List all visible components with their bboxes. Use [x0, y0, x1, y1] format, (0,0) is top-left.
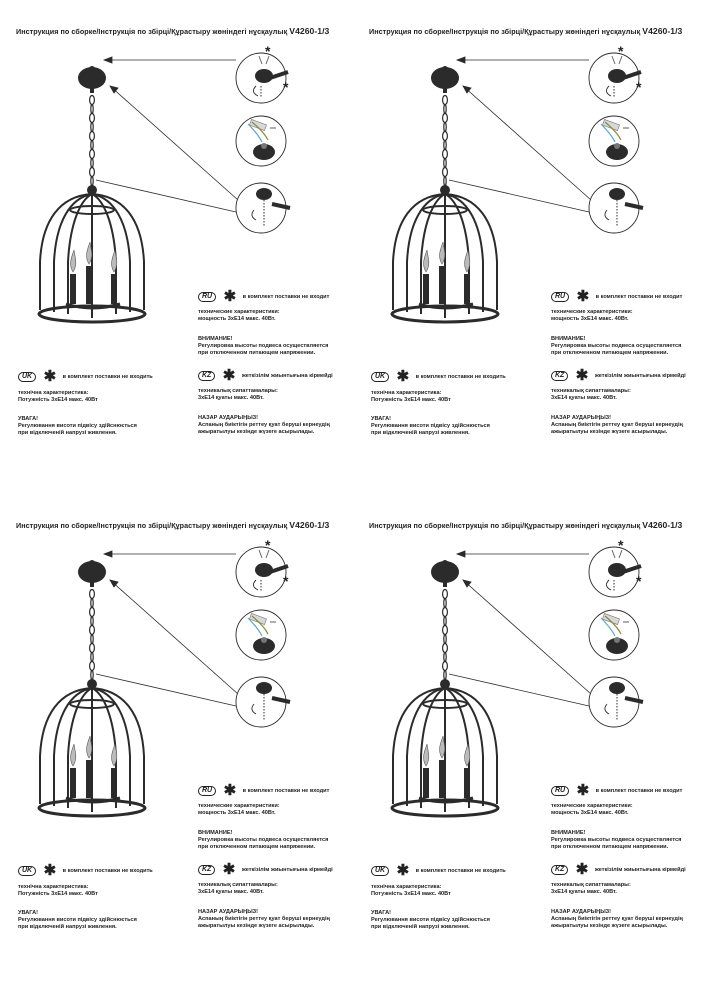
uk-warn-heading: УВАГА! — [371, 416, 392, 422]
uk-specs — [371, 884, 451, 898]
uk-not-included: в комплект поставки не входить — [415, 868, 506, 874]
ru-spec-heading: технические характеристики: — [551, 309, 633, 315]
uk-not-included-row — [18, 862, 153, 879]
ru-warn-line2: при отключенном питающем напряжении. — [551, 844, 669, 850]
ru-specs — [198, 309, 280, 323]
asterisk-icon: ✱ — [576, 288, 590, 305]
kz-spec-value: 3хЕ14 қуаты макс. 40Вт. — [198, 395, 264, 401]
chain-icon — [90, 96, 95, 186]
ru-warning — [198, 336, 328, 357]
ru-not-included: в комплект поставки не входит — [595, 788, 683, 794]
chain-icon — [443, 590, 448, 680]
kz-badge: KZ — [551, 371, 568, 381]
model-code: V4260-1/3 — [642, 520, 683, 530]
uk-warn-heading: УВАГА! — [18, 416, 39, 422]
ru-spec-heading: технические характеристики: — [551, 803, 633, 809]
ru-warn-line1: Регулировка высоты подвеса осуществляется — [551, 343, 682, 349]
asterisk-icon: ✱ — [43, 368, 57, 385]
detail-wiring-icon — [236, 610, 286, 660]
uk-warn-heading: УВАГА! — [371, 910, 392, 916]
svg-text:*: * — [283, 79, 289, 95]
uk-not-included-row — [371, 862, 506, 879]
uk-warn-line1: Регулювання висоти підвісу здійснюється — [18, 423, 137, 429]
uk-warning — [371, 416, 490, 437]
ru-spec-heading: технические характеристики: — [198, 803, 280, 809]
ru-warn-line2: при отключенном питающем напряжении. — [198, 350, 316, 356]
uk-badge: UK — [371, 866, 389, 876]
ru-warning — [551, 830, 681, 851]
kz-warn-line2: ажыратылуы кезінде жүзеге асырылады. — [551, 429, 668, 435]
kz-spec-heading: техникалық сипаттамалары: — [551, 882, 631, 888]
instruction-sheet-top-left — [0, 0, 353, 500]
ru-warn-heading: ВНИМАНИЕ! — [551, 336, 586, 342]
kz-warning — [551, 909, 683, 930]
kz-spec-heading: техникалық сипаттамалары: — [551, 388, 631, 394]
ru-not-included-row — [198, 782, 330, 799]
ru-not-included-row — [198, 288, 330, 305]
kz-badge: KZ — [198, 371, 215, 381]
title-text: Инструкция по сборке/Інструкція по збірці/Құрастыру жөніндегі нұсқаулық — [369, 521, 641, 530]
kz-warn-line2: ажыратылуы кезінде жүзеге асырылады. — [551, 923, 668, 929]
asterisk-icon: ✱ — [575, 367, 589, 384]
detail-wiring-icon — [236, 116, 286, 166]
ru-specs — [198, 803, 280, 817]
uk-warning — [18, 416, 137, 437]
detail-canopy-mount-icon — [236, 537, 289, 597]
kz-not-included-row — [198, 861, 333, 878]
ru-not-included: в комплект поставки не входит — [242, 294, 330, 300]
kz-not-included: жеткізілім жиынтығына кірмейді — [594, 373, 686, 379]
model-code: V4260-1/3 — [642, 26, 683, 36]
ru-badge: RU — [551, 786, 569, 796]
title-text: Инструкция по сборке/Інструкція по збірці/Құрастыру жөніндегі нұсқаулық — [369, 27, 641, 36]
kz-warn-line1: Аспаның биіктігін реттеу қуат беруші кернеудің — [198, 422, 330, 428]
uk-warn-line2: при відключеній напрузі живлення. — [371, 924, 470, 930]
instruction-sheet-bottom-left — [0, 494, 353, 994]
kz-badge: KZ — [198, 865, 215, 875]
svg-text:*: * — [636, 573, 642, 589]
ru-spec-value: мощность 3хЕ14 макс. 40Вт. — [198, 316, 276, 322]
ru-specs — [551, 309, 633, 323]
uk-warn-line2: при відключеній напрузі живлення. — [18, 430, 117, 436]
kz-not-included-row — [551, 367, 686, 384]
svg-text:*: * — [618, 537, 624, 553]
ru-warn-line1: Регулировка высоты подвеса осуществляется — [551, 837, 682, 843]
kz-warn-heading: НАЗАР АУДАРЫҢЫЗ! — [198, 415, 259, 421]
ru-warn-line2: при отключенном питающем напряжении. — [551, 350, 669, 356]
uk-badge: UK — [18, 866, 36, 876]
uk-warning — [18, 910, 137, 931]
kz-not-included: жеткізілім жиынтығына кірмейді — [594, 867, 686, 873]
ru-badge: RU — [551, 292, 569, 302]
canopy-icon — [78, 66, 106, 93]
ru-warn-line1: Регулировка высоты подвеса осуществляется — [198, 837, 329, 843]
uk-not-included-row — [371, 368, 506, 385]
kz-warn-line2: ажыратылуы кезінде жүзеге асырылады. — [198, 429, 315, 435]
uk-not-included: в комплект поставки не входить — [62, 868, 153, 874]
ru-warn-heading: ВНИМАНИЕ! — [551, 830, 586, 836]
uk-not-included-row — [18, 368, 153, 385]
asterisk-icon: ✱ — [43, 862, 57, 879]
canopy-icon — [78, 560, 106, 587]
pointer-arrows — [96, 551, 238, 706]
ru-warning — [198, 830, 328, 851]
ru-warning — [551, 336, 681, 357]
kz-not-included-row — [551, 861, 686, 878]
ru-not-included: в комплект поставки не входит — [242, 788, 330, 794]
instruction-sheet-bottom-right — [353, 494, 706, 994]
pointer-arrows — [449, 551, 591, 706]
uk-spec-heading: технічна характеристика: — [18, 884, 89, 890]
ru-warn-line2: при отключенном питающем напряжении. — [198, 844, 316, 850]
asterisk-icon: ✱ — [222, 367, 236, 384]
asterisk-icon: ✱ — [222, 861, 236, 878]
ru-warn-heading: ВНИМАНИЕ! — [198, 336, 233, 342]
chain-icon — [443, 96, 448, 186]
kz-warn-heading: НАЗАР АУДАРЫҢЫЗ! — [551, 415, 612, 421]
asterisk-icon: ✱ — [396, 862, 410, 879]
detail-canopy-mount-icon — [589, 537, 642, 597]
kz-specs — [551, 882, 631, 896]
uk-spec-heading: технічна характеристика: — [371, 884, 442, 890]
uk-specs — [371, 390, 451, 404]
instruction-sheet-top-right — [353, 0, 706, 500]
canopy-icon — [431, 66, 459, 93]
kz-spec-value: 3хЕ14 қуаты макс. 40Вт. — [198, 889, 264, 895]
kz-specs — [198, 388, 278, 402]
uk-spec-value: Потужність 3хЕ14 макс. 40Вт — [371, 891, 451, 897]
kz-warn-line1: Аспаның биіктігін реттеу қуат беруші кернеудің — [551, 916, 683, 922]
uk-not-included: в комплект поставки не входить — [62, 374, 153, 380]
detail-wiring-icon — [589, 116, 639, 166]
kz-specs — [198, 882, 278, 896]
uk-specs — [18, 390, 98, 404]
asterisk-icon: ✱ — [396, 368, 410, 385]
uk-specs — [18, 884, 98, 898]
ru-specs — [551, 803, 633, 817]
ru-warn-line1: Регулировка высоты подвеса осуществляется — [198, 343, 329, 349]
svg-text:*: * — [283, 573, 289, 589]
svg-text:*: * — [265, 537, 271, 553]
svg-text:*: * — [618, 43, 624, 59]
kz-not-included: жеткізілім жиынтығына кірмейді — [241, 867, 333, 873]
svg-text:*: * — [636, 79, 642, 95]
detail-height-adjust-icon — [589, 677, 643, 727]
title-text: Инструкция по сборке/Інструкція по збірці/Құрастыру жөніндегі нұсқаулық — [16, 521, 288, 530]
uk-not-included: в комплект поставки не входить — [415, 374, 506, 380]
ru-not-included-row — [551, 288, 683, 305]
ru-not-included-row — [551, 782, 683, 799]
detail-wiring-icon — [589, 610, 639, 660]
detail-canopy-mount-icon — [589, 43, 642, 103]
asterisk-icon: ✱ — [223, 782, 237, 799]
kz-spec-value: 3хЕ14 қуаты макс. 40Вт. — [551, 395, 617, 401]
detail-canopy-mount-icon — [236, 43, 289, 103]
kz-warn-line1: Аспаның биіктігін реттеу қуат беруші кернеудің — [198, 916, 330, 922]
ru-badge: RU — [198, 786, 216, 796]
kz-specs — [551, 388, 631, 402]
detail-height-adjust-icon — [236, 677, 290, 727]
chain-icon — [90, 590, 95, 680]
kz-warn-line2: ажыратылуы кезінде жүзеге асырылады. — [198, 923, 315, 929]
title-text: Инструкция по сборке/Інструкція по збірці/Құрастыру жөніндегі нұсқаулық — [16, 27, 288, 36]
uk-warning — [371, 910, 490, 931]
kz-warning — [551, 415, 683, 436]
model-code: V4260-1/3 — [289, 520, 330, 530]
uk-warn-line2: при відключеній напрузі живлення. — [18, 924, 117, 930]
kz-warn-heading: НАЗАР АУДАРЫҢЫЗ! — [198, 909, 259, 915]
uk-spec-value: Потужність 3хЕ14 макс. 40Вт — [18, 397, 98, 403]
model-code: V4260-1/3 — [289, 26, 330, 36]
detail-height-adjust-icon — [589, 183, 643, 233]
uk-spec-value: Потужність 3хЕ14 макс. 40Вт — [18, 891, 98, 897]
ru-spec-value: мощность 3хЕ14 макс. 40Вт. — [551, 810, 629, 816]
ru-warn-heading: ВНИМАНИЕ! — [198, 830, 233, 836]
kz-warning — [198, 415, 330, 436]
kz-warn-line1: Аспаның биіктігін реттеу қуат беруші кернеудің — [551, 422, 683, 428]
uk-warn-line1: Регулювання висоти підвісу здійснюється — [371, 423, 490, 429]
pointer-arrows — [449, 57, 591, 212]
asterisk-icon: ✱ — [575, 861, 589, 878]
uk-spec-heading: технічна характеристика: — [18, 390, 89, 396]
kz-badge: KZ — [551, 865, 568, 875]
kz-not-included: жеткізілім жиынтығына кірмейді — [241, 373, 333, 379]
uk-spec-value: Потужність 3хЕ14 макс. 40Вт — [371, 397, 451, 403]
kz-spec-value: 3хЕ14 қуаты макс. 40Вт. — [551, 889, 617, 895]
uk-badge: UK — [371, 372, 389, 382]
kz-not-included-row — [198, 367, 333, 384]
pointer-arrows — [96, 57, 238, 212]
uk-badge: UK — [18, 372, 36, 382]
ru-spec-heading: технические характеристики: — [198, 309, 280, 315]
kz-warn-heading: НАЗАР АУДАРЫҢЫЗ! — [551, 909, 612, 915]
kz-spec-heading: техникалық сипаттамалары: — [198, 882, 278, 888]
asterisk-icon: ✱ — [223, 288, 237, 305]
uk-warn-heading: УВАГА! — [18, 910, 39, 916]
ru-spec-value: мощность 3хЕ14 макс. 40Вт. — [198, 810, 276, 816]
uk-warn-line2: при відключеній напрузі живлення. — [371, 430, 470, 436]
kz-spec-heading: техникалық сипаттамалары: — [198, 388, 278, 394]
asterisk-icon: ✱ — [576, 782, 590, 799]
uk-warn-line1: Регулювання висоти підвісу здійснюється — [18, 917, 137, 923]
kz-warning — [198, 909, 330, 930]
ru-not-included: в комплект поставки не входит — [595, 294, 683, 300]
canopy-icon — [431, 560, 459, 587]
detail-height-adjust-icon — [236, 183, 290, 233]
uk-warn-line1: Регулювання висоти підвісу здійснюється — [371, 917, 490, 923]
svg-text:*: * — [265, 43, 271, 59]
ru-badge: RU — [198, 292, 216, 302]
uk-spec-heading: технічна характеристика: — [371, 390, 442, 396]
ru-spec-value: мощность 3хЕ14 макс. 40Вт. — [551, 316, 629, 322]
